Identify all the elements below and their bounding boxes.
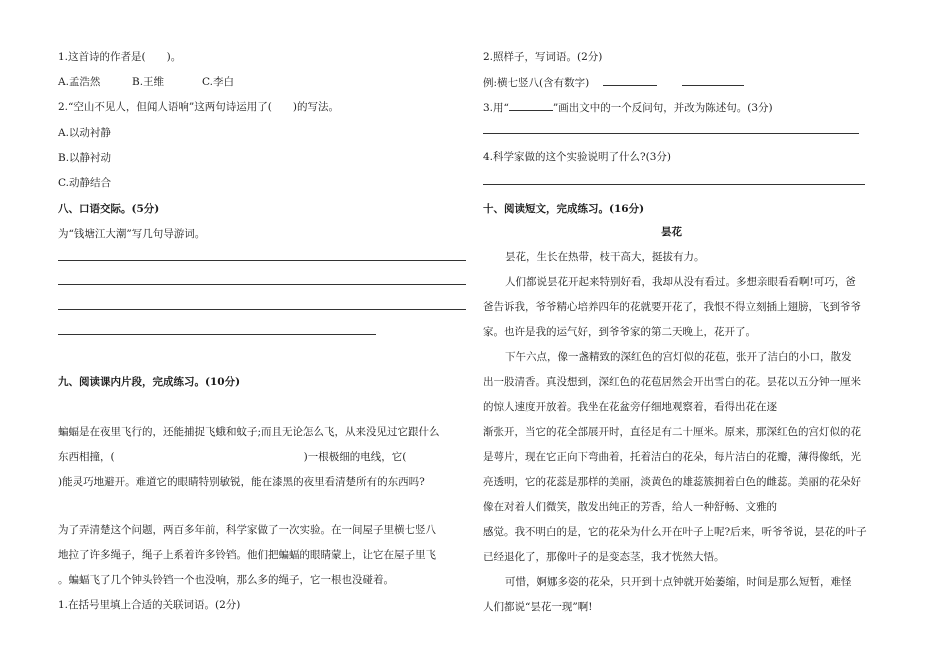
section-10-title: 十、阅读短文，完成练习。(16分) (483, 203, 645, 215)
answer-line (58, 334, 376, 335)
section-8-task: 为“钱塘江大潮”写几句导游词。 (58, 228, 206, 240)
q2-option-a: A.以动衬静 (58, 127, 111, 139)
q1-option-c: C.李白 (202, 76, 234, 88)
answer-line (58, 260, 466, 261)
q2-option-c: C.动静结合 (58, 177, 111, 189)
question-9-1: 1.在括号里填上合适的关联词语。(2分) (58, 599, 241, 611)
article-line: 人们都说昙花开起来特别好看，我却从没有看过。多想亲眼看看啊!可巧，爸 (505, 276, 856, 288)
article-line: 家。也许是我的运气好，到爷爷家的第二天晚上，花开了。 (483, 326, 756, 338)
question-9-2: 2.照样子，写词语。(2分) (483, 51, 603, 63)
answer-line (483, 133, 859, 134)
question-2: 2.“空山不见人，但闻人语响”这两句诗运用了( )的写法。 (58, 101, 339, 113)
answer-line (483, 184, 865, 185)
question-1: 1.这首诗的作者是( )。 (58, 51, 182, 63)
fill-blank[interactable] (603, 75, 657, 86)
fill-blank[interactable] (682, 75, 744, 86)
article-line: 渐张开，当它的花全部展开时，直径足有二十厘米。原来，那深红色的宫灯似的花 (483, 426, 861, 438)
passage-line: )能灵巧地避开。难道它的眼睛特别敏锐，能在漆黑的夜里看清楚所有的东西吗? (58, 476, 425, 488)
article-line: 感觉。我不明白的是，它的花朵为什么开在叶子上呢?后来，听爷爷说，昙花的叶子 (483, 526, 867, 538)
article-line: 亮透明，它的花蕊是那样的美丽，淡黄色的雄蕊簇拥着白色的雌蕊。美丽的花朵好 (483, 476, 861, 488)
underline-mark (509, 100, 553, 111)
answer-line (58, 284, 466, 285)
q9-3-prefix: 3.用“ (483, 102, 509, 114)
passage-line: 蝙蝠是在夜里飞行的，还能捕捉飞蛾和蚊子;而且无论怎么飞，从来没见过它跟什么 (58, 426, 440, 438)
passage-line: 地拉了许多绳子，绳子上系着许多铃铛。他们把蝙蝠的眼睛蒙上，让它在屋子里飞 (58, 549, 436, 561)
passage-line: 。蝙蝠飞了几个钟头铃铛一个也没响，那么多的绳子，它一根也没碰着。 (58, 574, 394, 586)
q9-3-suffix: ”画出文中的一个反问句，并改为陈述句。(3分) (552, 102, 773, 114)
article-line: 是萼片，现在它正向下弯曲着，托着洁白的花朵，每片洁白的花瓣，薄得像纸，光 (483, 451, 861, 463)
question-9-3 (483, 100, 773, 115)
q2-option-b: B.以静衬动 (58, 152, 112, 164)
section-8-title: 八、口语交际。(5分) (58, 203, 160, 215)
example-text: 例:横七竖八(含有数字) (483, 77, 590, 89)
article-line: 像在对着人们微笑，散发出纯正的芳香，给人一种舒畅、文雅的 (483, 501, 777, 513)
q9-2-example (483, 75, 744, 90)
article-line: 人们都说“昙花一现”啊! (483, 601, 593, 613)
q1-option-a: A.孟浩然 (58, 76, 101, 88)
question-9-4: 4.科学家做的这个实验说明了什么?(3分) (483, 151, 672, 163)
passage-line: 东西相撞，( )一根极细的电线，它( (58, 451, 407, 463)
article-title: 昙花 (661, 226, 682, 238)
article-line: 昙花，生长在热带，枝干高大，挺拔有力。 (505, 251, 705, 263)
article-line: 出一股清香。真没想到，深红色的花苞居然会开出雪白的花。昙花以五分钟一厘米 (483, 376, 861, 388)
q1-option-b: B.王维 (132, 76, 165, 88)
passage-line: 为了弄清楚这个问题，两百多年前，科学家做了一次实验。在一间屋子里横七竖八 (58, 524, 436, 536)
article-line: 下午六点，像一盏精致的深红色的宫灯似的花苞，张开了洁白的小口，散发 (505, 351, 852, 363)
article-line: 可惜，婀娜多姿的花朵，只开到十点钟就开始萎缩，时间是那么短暂，难怪 (505, 576, 852, 588)
answer-line (58, 309, 466, 310)
article-line: 的惊人速度开放着。我坐在花盆旁仔细地观察着，看得出花在逐 (483, 401, 777, 413)
section-9-title: 九、阅读课内片段，完成练习。(10分) (58, 376, 241, 388)
article-line: 已经退化了，那像叶子的是变态茎，我才恍然大悟。 (483, 551, 725, 563)
article-line: 爸告诉我，爷爷精心培养四年的花就要开花了，我恨不得立刻插上翅膀，飞到爷爷 (483, 301, 861, 313)
